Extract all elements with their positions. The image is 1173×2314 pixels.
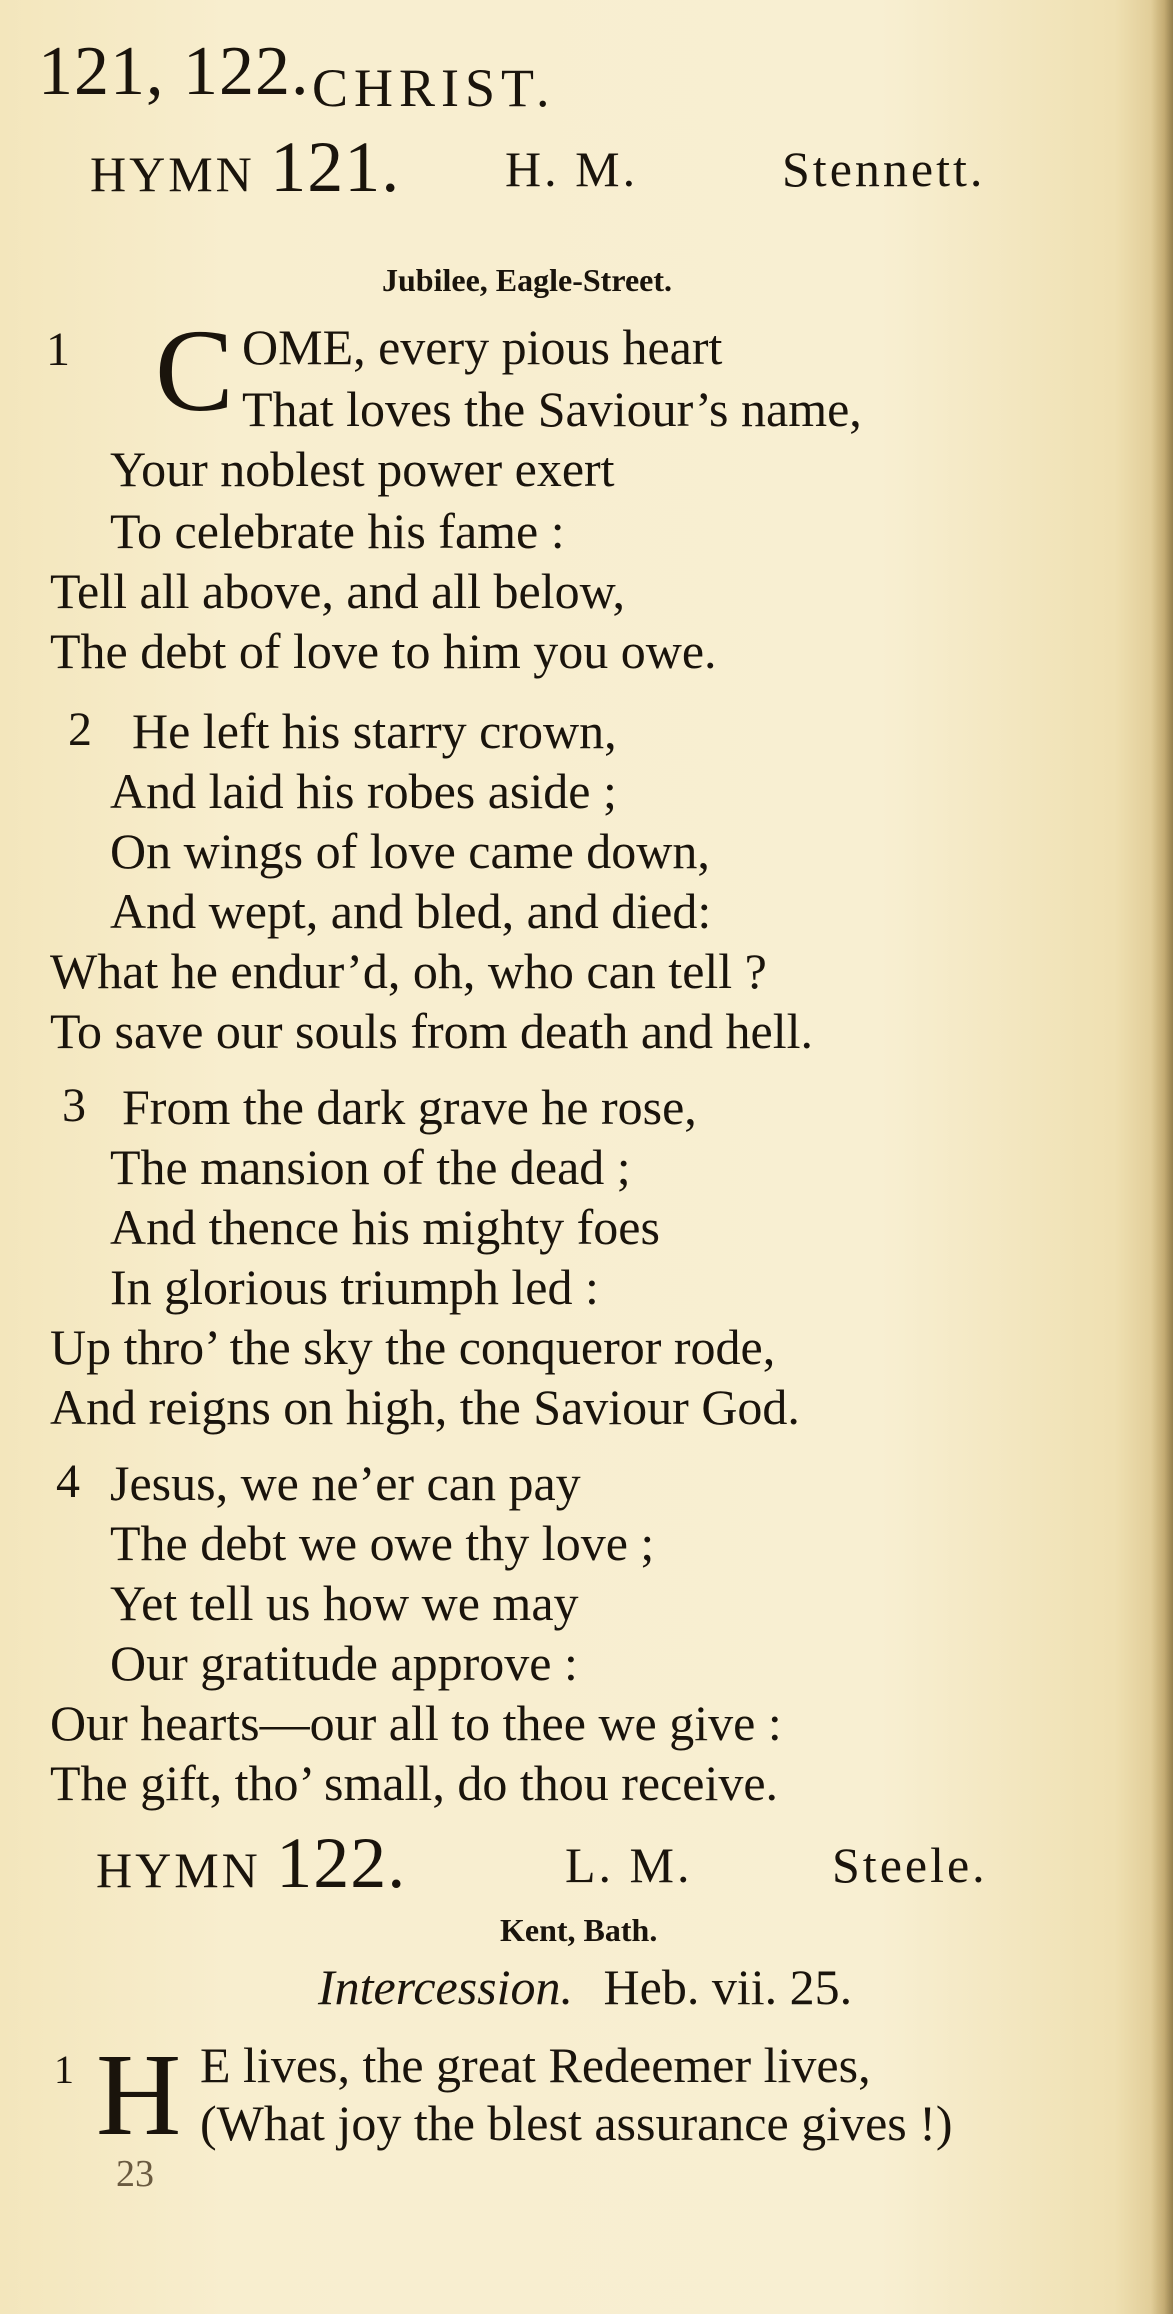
verse-line: OME, every pious heart	[242, 319, 723, 375]
verse-line: And reigns on high, the Saviour God.	[50, 1379, 800, 1435]
hymn-121-heading	[90, 126, 400, 209]
signature-mark: 23	[116, 2153, 154, 2195]
verse-line: The gift, tho’ small, do thou receive.	[50, 1755, 779, 1811]
verse-line: The debt of love to him you owe.	[50, 623, 717, 679]
page-edge-shadow	[1151, 0, 1173, 2314]
scripture-reference: Heb. vii. 25.	[603, 1959, 853, 2015]
verse-number: 3	[62, 1079, 86, 1132]
verse-line: And thence his mighty foes	[110, 1199, 660, 1255]
running-title: CHRIST.	[312, 58, 556, 118]
verse-line: To save our souls from death and hell.	[50, 1003, 813, 1059]
hymn-label: HYMN	[90, 146, 255, 202]
verse-line: Up thro’ the sky the conqueror rode,	[50, 1319, 776, 1375]
verse-number: 4	[56, 1455, 80, 1508]
hymn-122-subject	[318, 1958, 852, 2016]
verse-line: Your noblest power exert	[110, 441, 615, 497]
verse-line: Jesus, we ne’er can pay	[110, 1455, 581, 1511]
verse-line: That loves the Saviour’s name,	[242, 381, 862, 437]
verse-line: He left his starry crown,	[132, 703, 617, 759]
verse-line: Tell all above, and all below,	[50, 563, 625, 619]
verse-line: (What joy the blest assurance gives !)	[200, 2095, 953, 2151]
verse-line: What he endur’d, oh, who can tell ?	[50, 943, 767, 999]
hymn-122-tune: Kent, Bath.	[500, 1912, 658, 1948]
hymn-number: 122.	[276, 1823, 407, 1903]
hymn-122-author: Steele.	[832, 1837, 988, 1893]
verse-line: From the dark grave he rose,	[122, 1079, 697, 1135]
drop-cap: C	[155, 305, 234, 436]
hymn-label: HYMN	[96, 1842, 261, 1898]
verse-line: And laid his robes aside ;	[110, 763, 617, 819]
verse-number: 1	[46, 323, 70, 376]
hymn-121-tune: Jubilee, Eagle-Street.	[382, 262, 673, 298]
hymn-122-heading	[96, 1822, 406, 1905]
verse-line: The mansion of the dead ;	[110, 1139, 631, 1195]
verse-line: The debt we owe thy love ;	[110, 1515, 655, 1571]
hymn-number: 121.	[270, 127, 401, 207]
hymn-121-meter: H. M.	[505, 141, 639, 197]
verse-line: In glorious triumph led :	[110, 1259, 599, 1315]
drop-cap: H	[96, 2029, 182, 2160]
page-numbers: 121, 122.	[38, 33, 310, 110]
hymn-121-author: Stennett.	[782, 141, 986, 197]
verse-line: Yet tell us how we may	[110, 1575, 579, 1631]
hymn-122-meter: L. M.	[565, 1837, 693, 1893]
verse-number: 1	[54, 2047, 74, 2092]
verse-line: E lives, the great Redeemer lives,	[200, 2037, 871, 2093]
subject-title: Intercession.	[318, 1959, 574, 2015]
verse-line: On wings of love came down,	[110, 823, 710, 879]
verse-line: To celebrate his fame :	[110, 503, 565, 559]
verse-line: Our gratitude approve :	[110, 1635, 578, 1691]
verse-line: Our hearts—our all to thee we give :	[50, 1695, 782, 1751]
verse-number: 2	[68, 703, 92, 756]
verse-line: And wept, and bled, and died:	[110, 883, 712, 939]
